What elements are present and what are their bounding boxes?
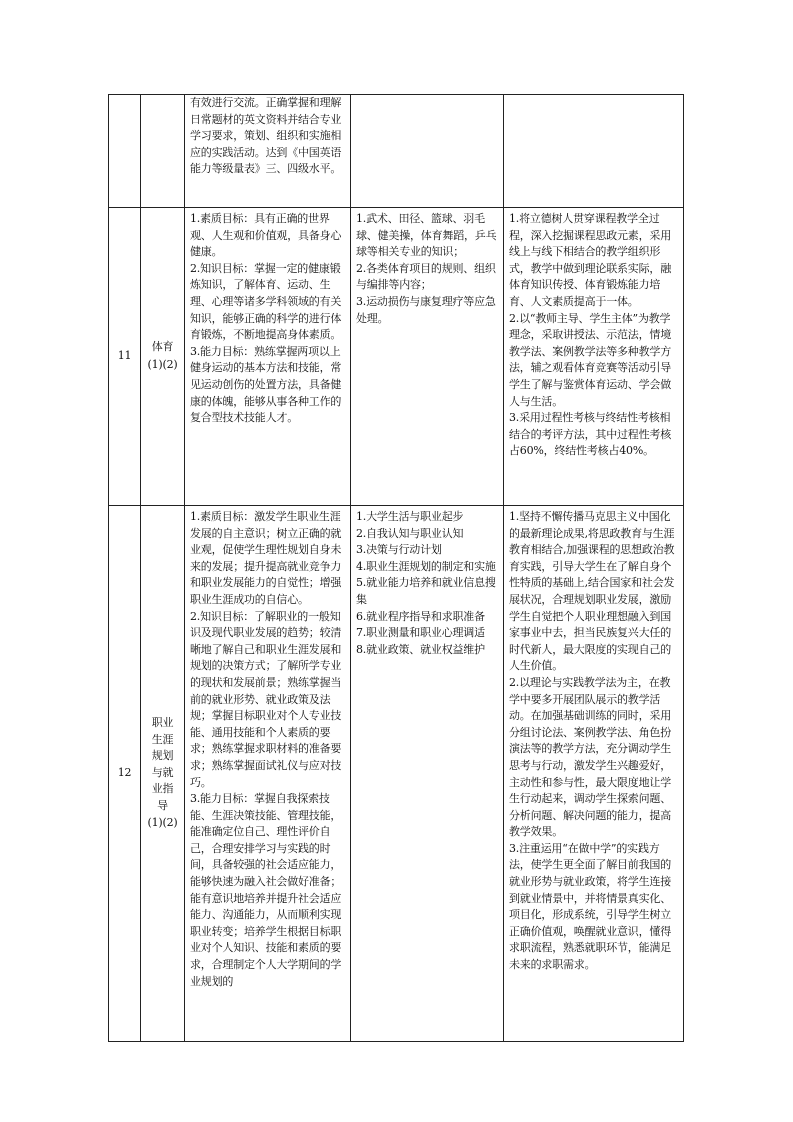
teaching-requirements-cell: 1.将立德树人贯穿课程教学全过程，深入挖掘课程思政元素，采用线上与线下相结合的教学组织形式，教学中做到理论联系实际，融体育知识传授、体育锻炼能力培育、人文素质提高于一体。 2.以“教师主导、学生主体”为教学理念，采取讲授法、示范法，情境教学法、案例教学法等多种教学方法，辅之观看体育竞赛等活动引导学生了解与鉴赏体育运动、学会做人与生活。 3.采用过程性考核与终结性考核相结合的考评方法，其中过程性考核占60%，终结性考核占40%。 bbox=[504, 208, 684, 506]
course-number-cell: 12 bbox=[109, 506, 141, 1042]
course-name-line: 体育 bbox=[151, 340, 174, 354]
course-number-cell bbox=[109, 95, 141, 208]
course-name-cell bbox=[141, 95, 185, 208]
teaching-requirements-cell bbox=[504, 95, 684, 208]
course-name-line: 生涯 bbox=[151, 732, 174, 746]
course-name-line: (1)(2) bbox=[147, 358, 178, 371]
table-row bbox=[109, 208, 684, 506]
course-objectives-cell: 有效进行交流。正确掌握和理解日常题材的英文资料并结合专业学习要求，策划、组织和实施相应的实践活动。达到《中国英语能力等级量表》三、四级水平。 bbox=[185, 95, 351, 208]
course-name-line: (1)(2) bbox=[147, 816, 178, 830]
course-table bbox=[108, 94, 684, 1042]
course-name-cell bbox=[141, 506, 185, 1042]
course-name-line: 职业 bbox=[151, 715, 174, 729]
table-row bbox=[109, 95, 684, 208]
course-number-cell: 11 bbox=[109, 208, 141, 506]
course-name-line: 业指 bbox=[151, 782, 174, 796]
course-content-cell: 1.大学生活与职业起步 2.自我认知与职业认知 3.决策与行动计划 4.职业生涯规划的制定和实施 5.就业能力培养和就业信息搜集 6.就业程序指导和求职准备 7.职业测量和职业心理调适 8.就业政策、就业权益维护 bbox=[351, 506, 504, 1042]
teaching-requirements-cell: 1.坚持不懈传播马克思主义中国化的最新理论成果,将思政教育与生涯教育相结合,加强课程的思想政治教育实践，引导大学生在了解自身个性特质的基础上,结合国家和社会发展状况，合理规划职业发展，激励学生自觉把个人职业理想融入到国家事业中去，担当民族复兴大任的时代新人，最大限度的实现自己的人生价值。 2.以理论与实践教学法为主，在教学中要多开展团队展示的教学活动。在加强基础训练的同时，采用分组讨论法、案例教学法、角色扮演法等的教学方法，充分调动学生思考与行动，激发学生兴趣爱好，主动性和参与性，最大限度地让学生行动起来，调动学生探索问题、分析问题、解决问题的能力，提高教学效果。 3.注重运用“在做中学”的实践方法，使学生更全面了解目前我国的就业形势与就业政策，将学生连接到就业情景中，并将情景真实化、项目化，形成系统，引导学生树立正确价值观，唤醒就业意识，懂得求职流程，熟悉就职环节，能满足未来的求职需求。 bbox=[504, 506, 684, 1042]
course-objectives-cell: 1.素质目标：具有正确的世界观、人生观和价值观，具备身心健康。 2.知识目标：掌握一定的健康锻炼知识，了解体育、运动、生理、心理等诸多学科领域的有关知识，能够正确的科学的进行体育锻炼，不断地提高身体素质。 3.能力目标：熟练掌握两项以上健身运动的基本方法和技能，常见运动创伤的处置方法，具备健康的体魄，能够从事各种工作的复合型技术技能人才。 bbox=[185, 208, 351, 506]
course-name-cell bbox=[141, 208, 185, 506]
table-row bbox=[109, 506, 684, 1042]
course-objectives-cell: 1.素质目标：激发学生职业生涯发展的自主意识；树立正确的就业观，促使学生理性规划自身未来的发展；提升提高就业竞争力和职业发展能力的自觉性；增强职业生涯成功的自信心。 2.知识目标：了解职业的一般知识及现代职业发展的趋势；较清晰地了解自己和职业生涯发展和规划的决策方式；了解所学专业的现状和发展前景；熟练掌握当前的就业形势、就业政策及法规；掌握目标职业对个人专业技能、通用技能和个人素质的要求；熟练掌握求职材料的准备要求；熟练掌握面试礼仪与应对技巧。 3.能力目标：掌握自我探索技能、生涯决策技能、管理技能，能准确定位自己、理性评价自己，合理安排学习与实践的时间，具备较强的社会适应能力，能够快速为融入社会做好准备；能有意识地培养并提升社会适应能力、沟通能力，从而顺利实现职业转变；培养学生根据目标职业对个人知识、技能和素质的要求，合理制定个人大学期间的学业规划的 bbox=[185, 506, 351, 1042]
course-content-cell: 1.武术、田径、篮球、羽毛球、健美操，体育舞蹈，乒乓球等相关专业的知识； 2.各类体育项目的规则、组织与编排等内容； 3.运动损伤与康复理疗等应急处理。 bbox=[351, 208, 504, 506]
course-content-cell bbox=[351, 95, 504, 208]
course-name-line: 规划 bbox=[151, 749, 174, 763]
course-name-line: 导 bbox=[157, 798, 168, 812]
course-name-line: 与就 bbox=[151, 765, 174, 779]
